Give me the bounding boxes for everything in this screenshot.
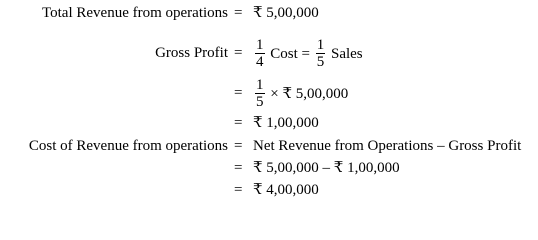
text-sales: Sales <box>330 45 363 62</box>
equals-sign: = <box>234 45 243 61</box>
value-fifth-times <box>253 76 348 111</box>
value-total-revenue: ₹ 5,00,000 <box>253 5 319 21</box>
equals-sign: = <box>234 182 243 198</box>
line-subtraction <box>0 157 538 179</box>
equals-sign: = <box>234 5 243 21</box>
value-subtraction: ₹ 5,00,000 – ₹ 1,00,000 <box>253 160 400 176</box>
fraction-denominator: 5 <box>316 54 325 71</box>
line-gross-profit-result <box>0 112 538 134</box>
fraction-numerator: 1 <box>316 37 325 54</box>
fraction-one-fifth <box>316 37 326 70</box>
text-times-amount: × ₹ 5,00,000 <box>270 85 349 102</box>
line-gross-profit <box>0 36 538 70</box>
fraction-one-fourth <box>255 37 265 70</box>
fraction-one-fifth <box>255 77 265 110</box>
fraction-numerator: 1 <box>256 77 264 94</box>
text-cost-equals: Cost = <box>270 45 310 62</box>
line-cost-of-revenue <box>0 135 538 157</box>
equals-sign: = <box>234 160 243 176</box>
equals-sign: = <box>234 138 243 154</box>
line-total-revenue <box>0 2 538 24</box>
value-gross-profit <box>253 36 363 71</box>
label-cost-of-revenue: Cost of Revenue from operations <box>28 138 228 154</box>
value-cost-result: ₹ 4,00,000 <box>253 182 319 198</box>
line-cost-result <box>0 179 538 201</box>
line-fifth-times <box>0 76 538 110</box>
label-gross-profit: Gross Profit <box>155 45 228 61</box>
equals-sign: = <box>234 85 243 101</box>
fraction-denominator: 4 <box>256 54 264 71</box>
equals-sign: = <box>234 115 243 131</box>
value-cost-formula: Net Revenue from Operations – Gross Profit <box>253 138 522 154</box>
fraction-denominator: 5 <box>256 94 264 111</box>
label-total-revenue: Total Revenue from operations <box>42 5 228 21</box>
fraction-numerator: 1 <box>256 37 264 54</box>
value-gross-profit-result: ₹ 1,00,000 <box>253 115 319 131</box>
